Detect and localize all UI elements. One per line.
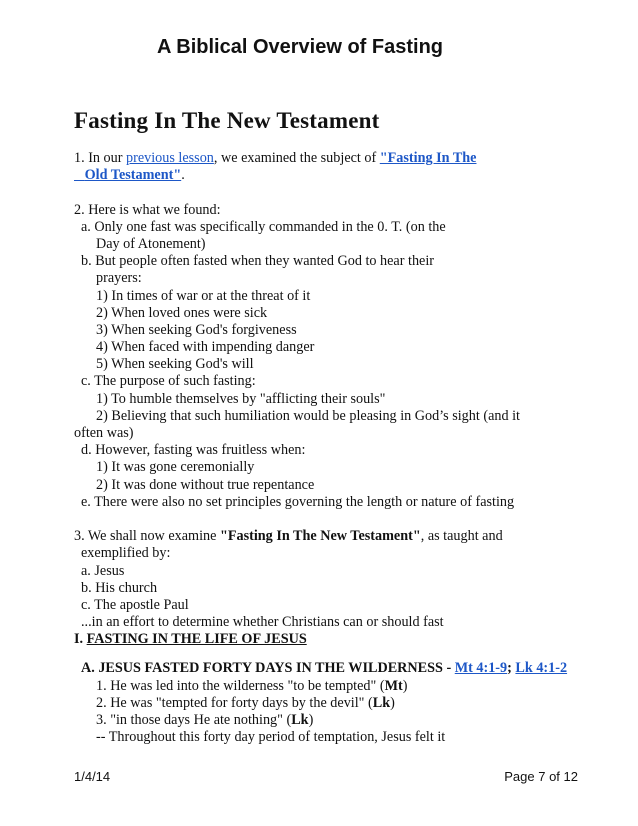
list-item: 4) When faced with impending danger [96,339,315,356]
list-item: 1) It was gone ceremonially [96,459,255,476]
separator: ; [507,660,516,677]
old-testament-lesson-link-cont[interactable]: Old Testament" [84,167,182,184]
item-2d: d. However, fasting was fruitless when: [81,442,306,459]
item-2b-line-2: prayers: [96,270,142,287]
item-2c: c. The purpose of such fasting: [81,373,256,390]
bold-title-span: "Fasting In The New Testament" [219,528,421,545]
section-1-heading [74,631,574,648]
matthew-reference-link[interactable]: Mt 4:1-9 [454,660,508,677]
paragraph-1-line-2 [74,167,574,184]
item-2a-line-2: Day of Atonement) [96,235,206,252]
paragraph-3-line-2: exemplified by: [81,545,171,562]
document-header-title: A Biblical Overview of Fasting [157,36,443,58]
list-item: 2) When loved ones were sick [96,304,268,321]
paragraph-1-line-1 [74,150,574,167]
section-title: Fasting In The New Testament [74,108,380,133]
footer-page-number: Page 7 of 12 [504,769,578,784]
luke-reference-link[interactable]: Lk 4:1-2 [515,660,568,677]
text-span: , as taught and [420,528,503,545]
list-item: 1. He was led into the wilderness "to be tempted" (Mt) [96,677,408,694]
list-item: 1) To humble themselves by "afflicting their souls" [96,390,386,407]
paragraph-2-intro: 2. Here is what we found: [74,201,221,218]
list-item: a. Jesus [81,562,125,579]
list-item: c. The apostle Paul [81,596,189,613]
old-testament-lesson-link[interactable]: "Fasting In The [379,150,477,166]
list-item: 1) In times of war or at the threat of it [96,287,311,304]
item-2b-line-1: b. But people often fasted when they wanted God to hear their [81,253,435,270]
subsection-a-heading [74,660,574,677]
text-span: 1. In our [74,150,127,166]
list-item: -- Throughout this forty day period of temptation, Jesus felt it [96,729,446,746]
text-span: , we examined the subject of [213,150,380,166]
previous-lesson-link[interactable]: previous lesson [126,150,214,166]
list-item: 5) When seeking God's will [96,356,254,373]
list-item: 2) Believing that such humiliation would be pleasing in God’s sight (and it [96,407,520,424]
paragraph-3-line-1 [74,528,574,545]
list-item: 3) When seeking God's forgiveness [96,321,297,338]
list-item: 3. "in those days He ate nothing" (Lk) [96,712,314,728]
footer-date: 1/4/14 [74,769,111,784]
list-item: b. His church [81,579,158,596]
document-body [74,150,574,746]
subsection-a-title: A. JESUS FASTED FORTY DAYS IN THE WILDERNESS - [81,660,455,677]
section-1-title: FASTING IN THE LIFE OF JESUS [86,631,307,648]
text-span: . [181,167,185,184]
list-item-continuation: often was) [74,425,134,441]
item-2e: e. There were also no set principles governing the length or nature of fasting [81,493,515,510]
list-item: 2. He was "tempted for forty days by the devil" (Lk) [96,694,395,711]
paragraph-3-closing: ...in an effort to determine whether Christians can or should fast [81,614,444,631]
section-number: I. [74,631,87,648]
text-span: 3. We shall now examine [74,528,220,545]
item-2a-line-1: a. Only one fast was specifically commanded in the 0. T. (on the [81,218,446,235]
list-item: 2) It was done without true repentance [96,476,315,493]
